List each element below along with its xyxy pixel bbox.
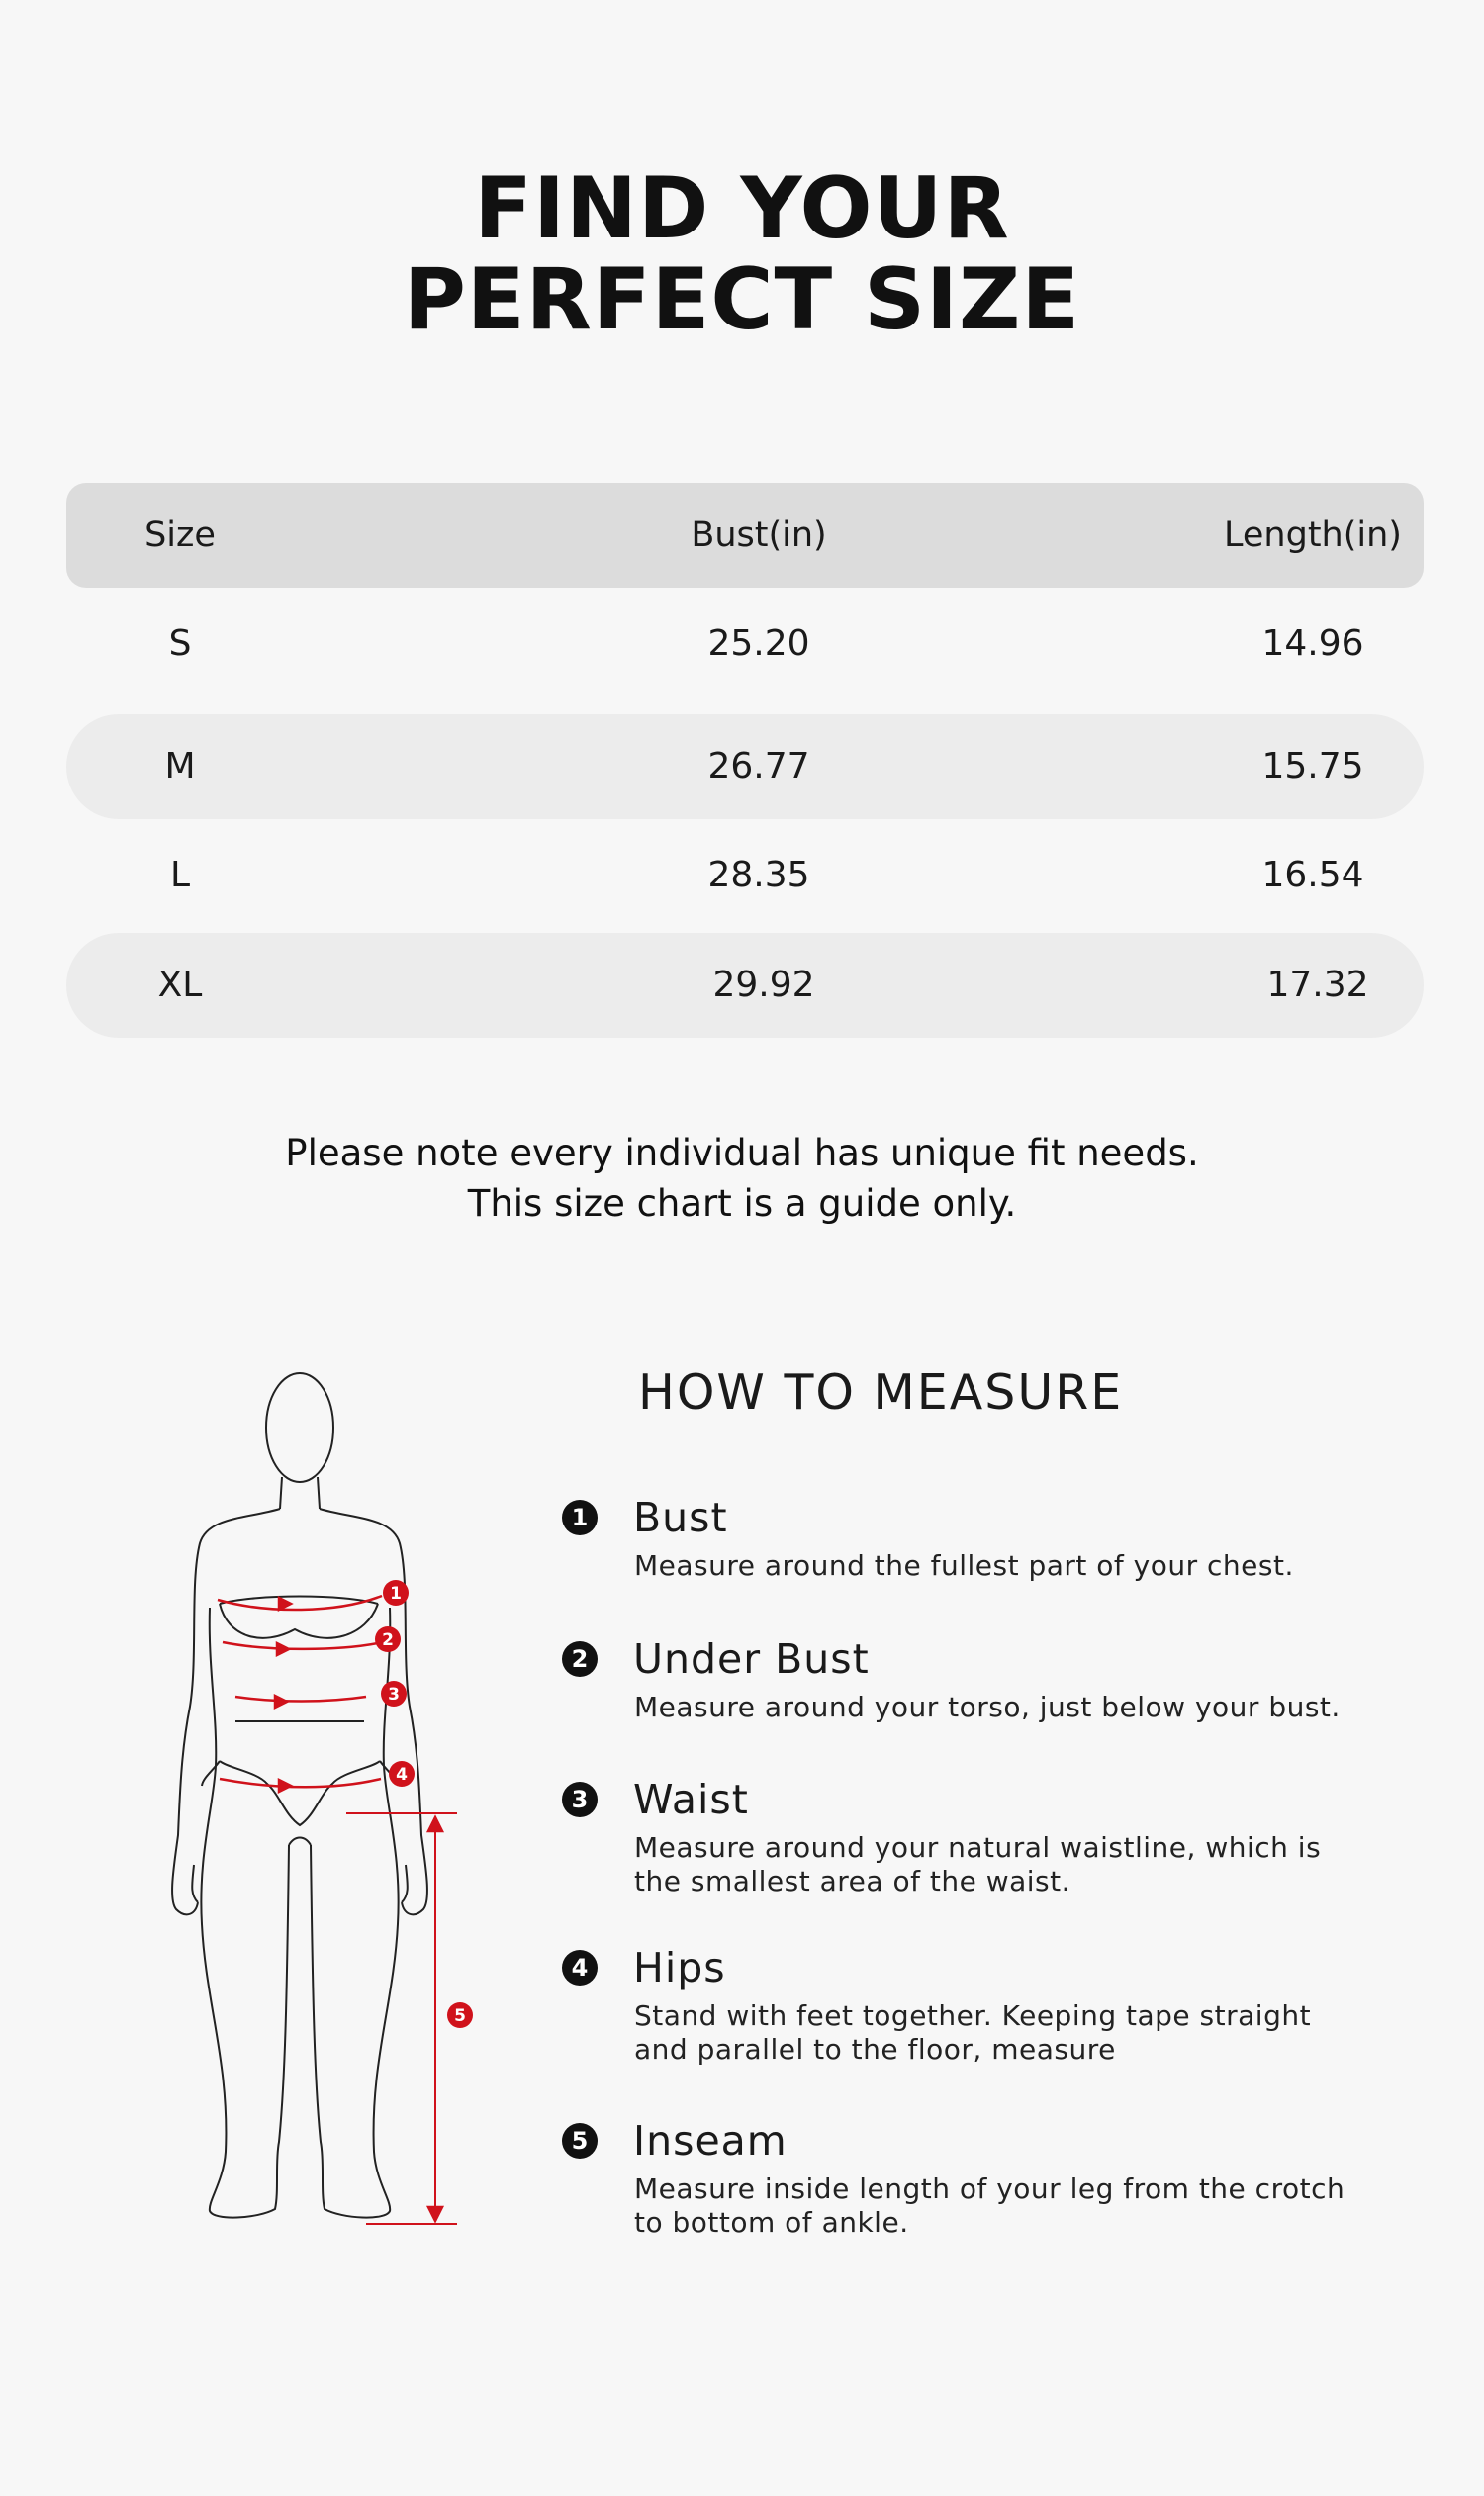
measure-desc: Stand with feet together. Keeping tape straight and parallel to the floor, measure bbox=[634, 1999, 1312, 2066]
number-4-icon: 4 bbox=[562, 1950, 598, 1986]
table-row bbox=[66, 933, 1424, 1038]
table-header-row bbox=[66, 483, 1424, 588]
how-to-measure-title: HOW TO MEASURE bbox=[638, 1364, 1124, 1421]
measure-label: Hips bbox=[633, 1944, 726, 1991]
header-size: Size bbox=[144, 515, 216, 555]
number-3-icon: 3 bbox=[562, 1782, 598, 1817]
cell-size: XL bbox=[157, 965, 203, 1005]
cell-size: M bbox=[164, 746, 196, 786]
marker-2: 2 bbox=[382, 1630, 394, 1650]
body-outline-icon bbox=[168, 1370, 495, 2241]
title-line-1: FIND YOUR bbox=[474, 159, 1010, 258]
cell-length: 17.32 bbox=[1266, 965, 1369, 1005]
title-line-2: PERFECT SIZE bbox=[403, 250, 1081, 349]
cell-length: 14.96 bbox=[1261, 623, 1364, 664]
page-title bbox=[0, 159, 1484, 349]
fit-note bbox=[0, 1128, 1484, 1229]
cell-bust: 29.92 bbox=[712, 965, 815, 1005]
cell-size: L bbox=[169, 855, 191, 895]
measure-label: Inseam bbox=[633, 2117, 788, 2165]
cell-size: S bbox=[168, 623, 192, 664]
measure-desc: Measure around the fullest part of your chest. bbox=[634, 1549, 1294, 1582]
header-bust: Bust(in) bbox=[691, 515, 827, 555]
measure-label: Bust bbox=[633, 1494, 728, 1541]
cell-bust: 28.35 bbox=[707, 855, 810, 895]
measure-desc: Measure inside length of your leg from the crotch to bottom of ankle. bbox=[634, 2172, 1345, 2239]
table-row bbox=[66, 823, 1424, 928]
marker-4: 4 bbox=[396, 1765, 408, 1785]
cell-bust: 26.77 bbox=[707, 746, 810, 786]
header-length: Length(in) bbox=[1224, 515, 1402, 555]
measure-desc: Measure around your torso, just below your bust. bbox=[634, 1691, 1341, 1723]
table-row bbox=[66, 592, 1424, 696]
number-5-icon: 5 bbox=[562, 2123, 598, 2159]
size-table bbox=[66, 483, 1424, 1037]
cell-length: 15.75 bbox=[1261, 746, 1364, 786]
measure-label: Waist bbox=[633, 1776, 749, 1823]
number-2-icon: 2 bbox=[562, 1641, 598, 1677]
table-row bbox=[66, 714, 1424, 819]
marker-5: 5 bbox=[454, 2006, 466, 2026]
marker-3: 3 bbox=[388, 1685, 400, 1705]
measure-label: Under Bust bbox=[633, 1635, 870, 1683]
measure-desc: Measure around your natural waistline, which is the smallest area of the waist. bbox=[634, 1831, 1322, 1897]
cell-bust: 25.20 bbox=[707, 623, 810, 664]
fit-note-line-1: Please note every individual has unique fit needs. bbox=[285, 1132, 1199, 1174]
marker-1: 1 bbox=[390, 1584, 402, 1604]
number-1-icon: 1 bbox=[562, 1500, 598, 1535]
cell-length: 16.54 bbox=[1261, 855, 1364, 895]
fit-note-line-2: This size chart is a guide only. bbox=[467, 1182, 1017, 1225]
